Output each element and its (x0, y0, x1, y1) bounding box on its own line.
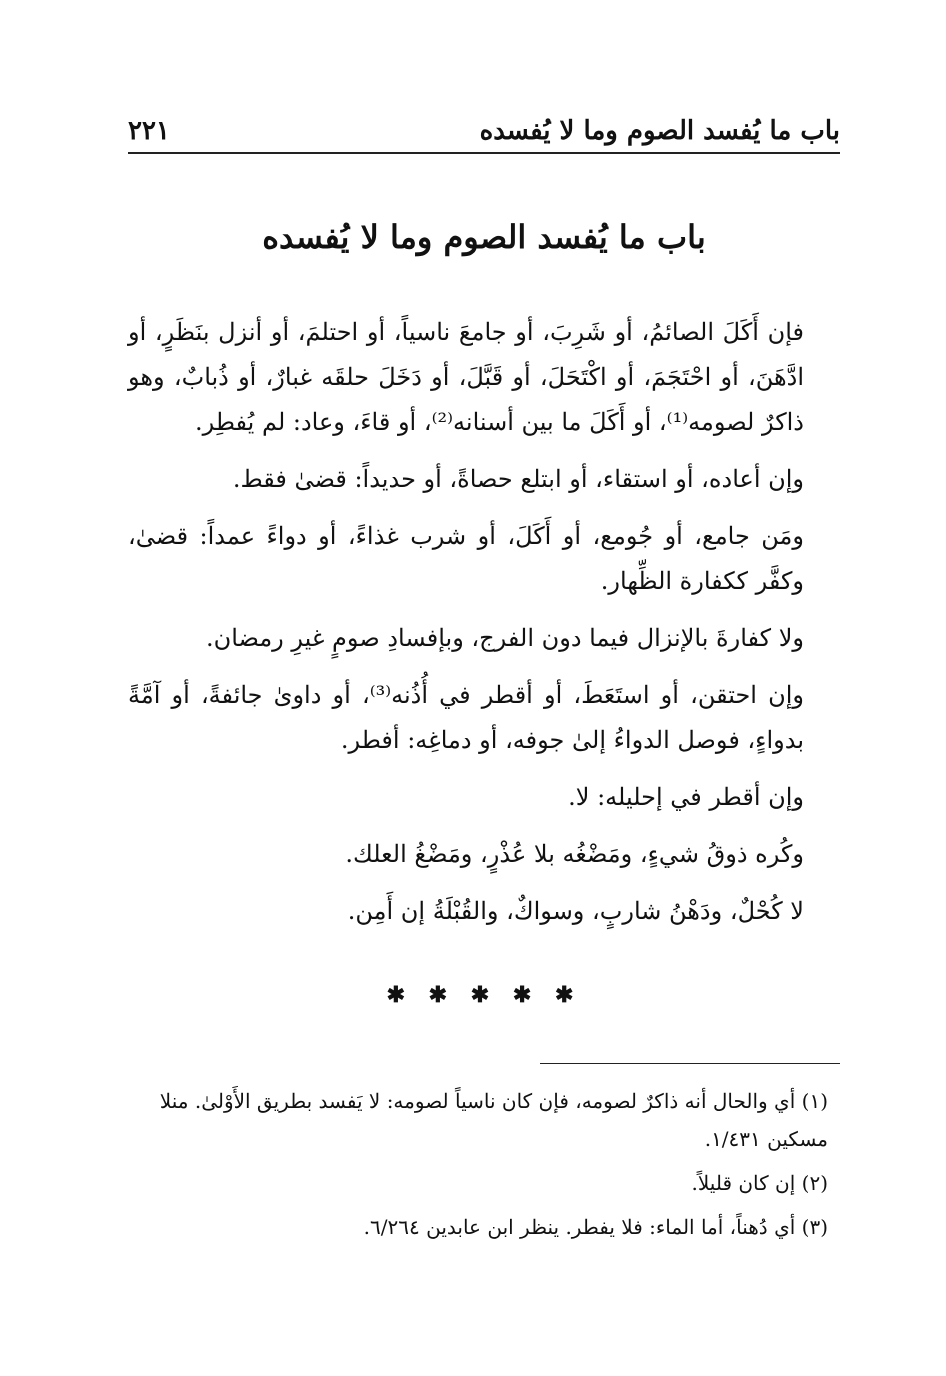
paragraph-5: وإن احتقن، أو استَعَطَ، أو أقطر في أُذُنه⁽³⁾، أو داوىٰ جائفةً، أو آمَّةً بدواءٍ، فوصل الدواءُ إلىٰ جوفه، أو دماغِه: أفطر. (128, 681, 804, 754)
paragraph-1: فإن أَكَلَ الصائمُ، أو شَرِبَ، أو جامعَ ناسياً، أو احتلمَ، أو أنزل بنَظَرٍ، أو ادَّهَنَ، أو احْتَجَمَ، أو اكْتَحَلَ، أو قَبَّلَ، أو دَخَلَ حلقَه غبارٌ، أو ذُبابٌ، وهو ذاكرٌ لصومه⁽¹⁾، أو أَكَلَ ما بين أسنانه⁽²⁾، أو قاءَ، وعاد: لم يُفطِر. (128, 318, 804, 436)
footnote-3: (٣) أي دُهناً، أما الماء: فلا يفطر. ينظر ابن عابدين ٦/٢٦٤. (363, 1215, 828, 1239)
footnote-divider (540, 1063, 840, 1064)
paragraph-2: وإن أعاده، أو استقاء، أو ابتلع حصاةً، أو حديداً: قضىٰ فقط. (232, 465, 804, 493)
page-header (128, 112, 840, 154)
paragraph-7: وكُره ذوقُ شيءٍ، ومَضْغُه بلا عُذْرٍ، ومَضْغُ العلك. (345, 840, 804, 868)
page-number: ٢٢١ (128, 116, 170, 146)
footnote-1: (١) أي والحال أنه ذاكرٌ لصومه، فإن كان ناسياً لصومه: لا يَفسد بطريق الأَوْلىٰ. منلا مسكين ١/٤٣١. (159, 1089, 828, 1151)
body-text (128, 310, 840, 946)
paragraph-6: وإن أقطر في إحليله: لا. (568, 783, 804, 811)
paragraph-4: ولا كفارةَ بالإنزال فيما دون الفرج، وبإفسادِ صومٍ غيرِ رمضان. (205, 624, 804, 652)
paragraph-3: ومَن جامع، أو جُومع، أو أَكَلَ، أو شرب غذاءً، أو دواءً عمداً: قضىٰ، وكفَّر ككفارة الظِّهار. (128, 522, 804, 595)
running-title: باب ما يُفسد الصوم وما لا يُفسده (479, 116, 840, 146)
section-separator: ✱ ✱ ✱ ✱ ✱ (386, 982, 582, 1008)
footnote-2: (٢) إن كان قليلاً. (691, 1171, 828, 1195)
paragraph-8: لا كُحْلٌ، ودَهْنُ شاربٍ، وسواكٌ، والقُبْلَةُ إن أَمِن. (347, 897, 804, 925)
chapter-title: باب ما يُفسد الصوم وما لا يُفسده (262, 218, 706, 256)
footnotes (128, 1082, 840, 1252)
